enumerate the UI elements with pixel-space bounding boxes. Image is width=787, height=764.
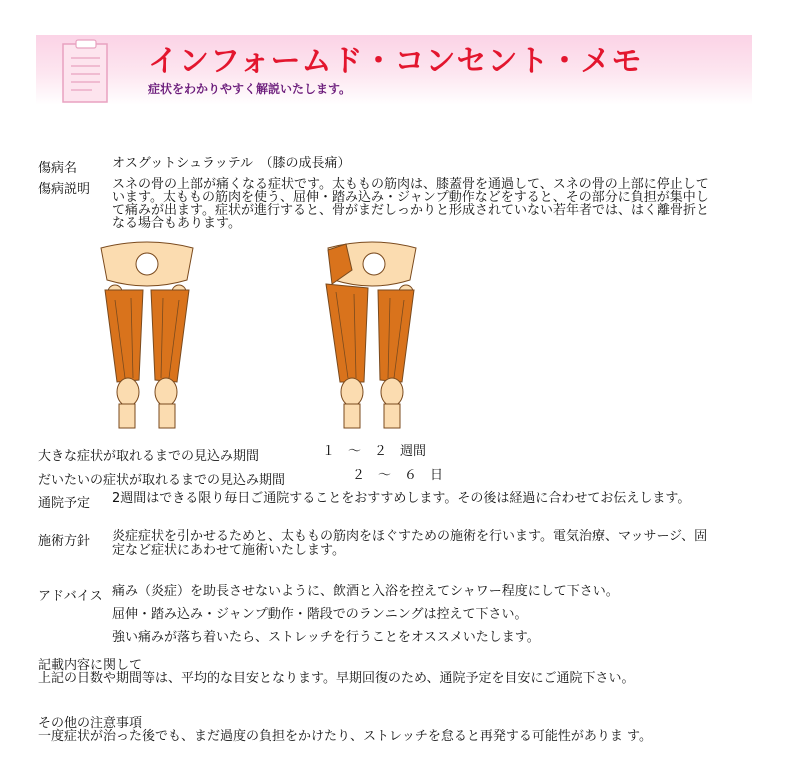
advice-item: 痛み（炎症）を助長させないように、飲酒と入浴を控えてシャワー程度にして下さい。 bbox=[112, 584, 619, 599]
injury-label: 傷病名 bbox=[38, 161, 78, 176]
page-subtitle: 症状をわかりやすく解説いたします。 bbox=[148, 82, 352, 96]
rough-period-value: ２ ～ ６ 日 bbox=[352, 468, 444, 483]
major-period-value: １ ～ ２ 週間 bbox=[322, 444, 427, 459]
other-heading: その他の注意事項 bbox=[38, 716, 143, 731]
advice-item: 屈伸・踏み込み・ジャンプ動作・階段でのランニングは控えて下さい。 bbox=[112, 607, 528, 622]
notes-heading: 記載内容に関して bbox=[38, 658, 143, 673]
injury-name: オスグットシュラッテル （膝の成長痛） bbox=[112, 156, 351, 171]
page-title: インフォームド・コンセント・メモ bbox=[148, 44, 643, 79]
thigh-muscles-side-figure bbox=[322, 240, 422, 430]
other-text: 一度症状が治った後でも、まだ過度の負担をかけたり、ストレッチを怠ると再発する可能性がありま す。 bbox=[38, 729, 652, 744]
memo-icon bbox=[60, 38, 112, 106]
treatment-label: 施術方針 bbox=[38, 534, 91, 549]
major-period-label: 大きな症状が取れるまでの見込み期間 bbox=[38, 449, 260, 464]
treatment-text: 炎症症状を引かせるためと、太ももの筋肉をほぐすための施術を行います。電気治療、マッサージ、固定など症状にあわせて施術いたします。 bbox=[112, 529, 708, 558]
visit-label: 通院予定 bbox=[38, 496, 91, 511]
explanation-label: 傷病説明 bbox=[38, 182, 91, 197]
explanation-text: スネの骨の上部が痛くなる症状です。太ももの筋肉は、膝蓋骨を通過して、スネの骨の上部に停止しています。太ももの筋肉を使う、屈伸・踏み込み・ジャンプ動作などをすると、その部分に負担が集中して痛みが出ます。症状が進行すると、骨がまだしっかりと形成されていない若年者では、はく離骨折となる場合もあります。 bbox=[112, 177, 709, 231]
rough-period-label: だいたいの症状が取れるまでの見込み期間 bbox=[38, 473, 286, 488]
advice-item: 強い痛みが落ち着いたら、ストレッチを行うことをオススメいたします。 bbox=[112, 630, 540, 645]
visit-text: 2週間はできる限り毎日ご通院することをおすすめします。その後は経過に合わせてお伝えします。 bbox=[112, 491, 691, 506]
advice-label: アドバイス bbox=[38, 589, 103, 604]
thigh-muscles-front-figure bbox=[97, 240, 197, 430]
notes-text: 上記の日数や期間等は、平均的な目安となります。早期回復のため、通院予定を目安にご通院下さい。 bbox=[38, 671, 635, 686]
